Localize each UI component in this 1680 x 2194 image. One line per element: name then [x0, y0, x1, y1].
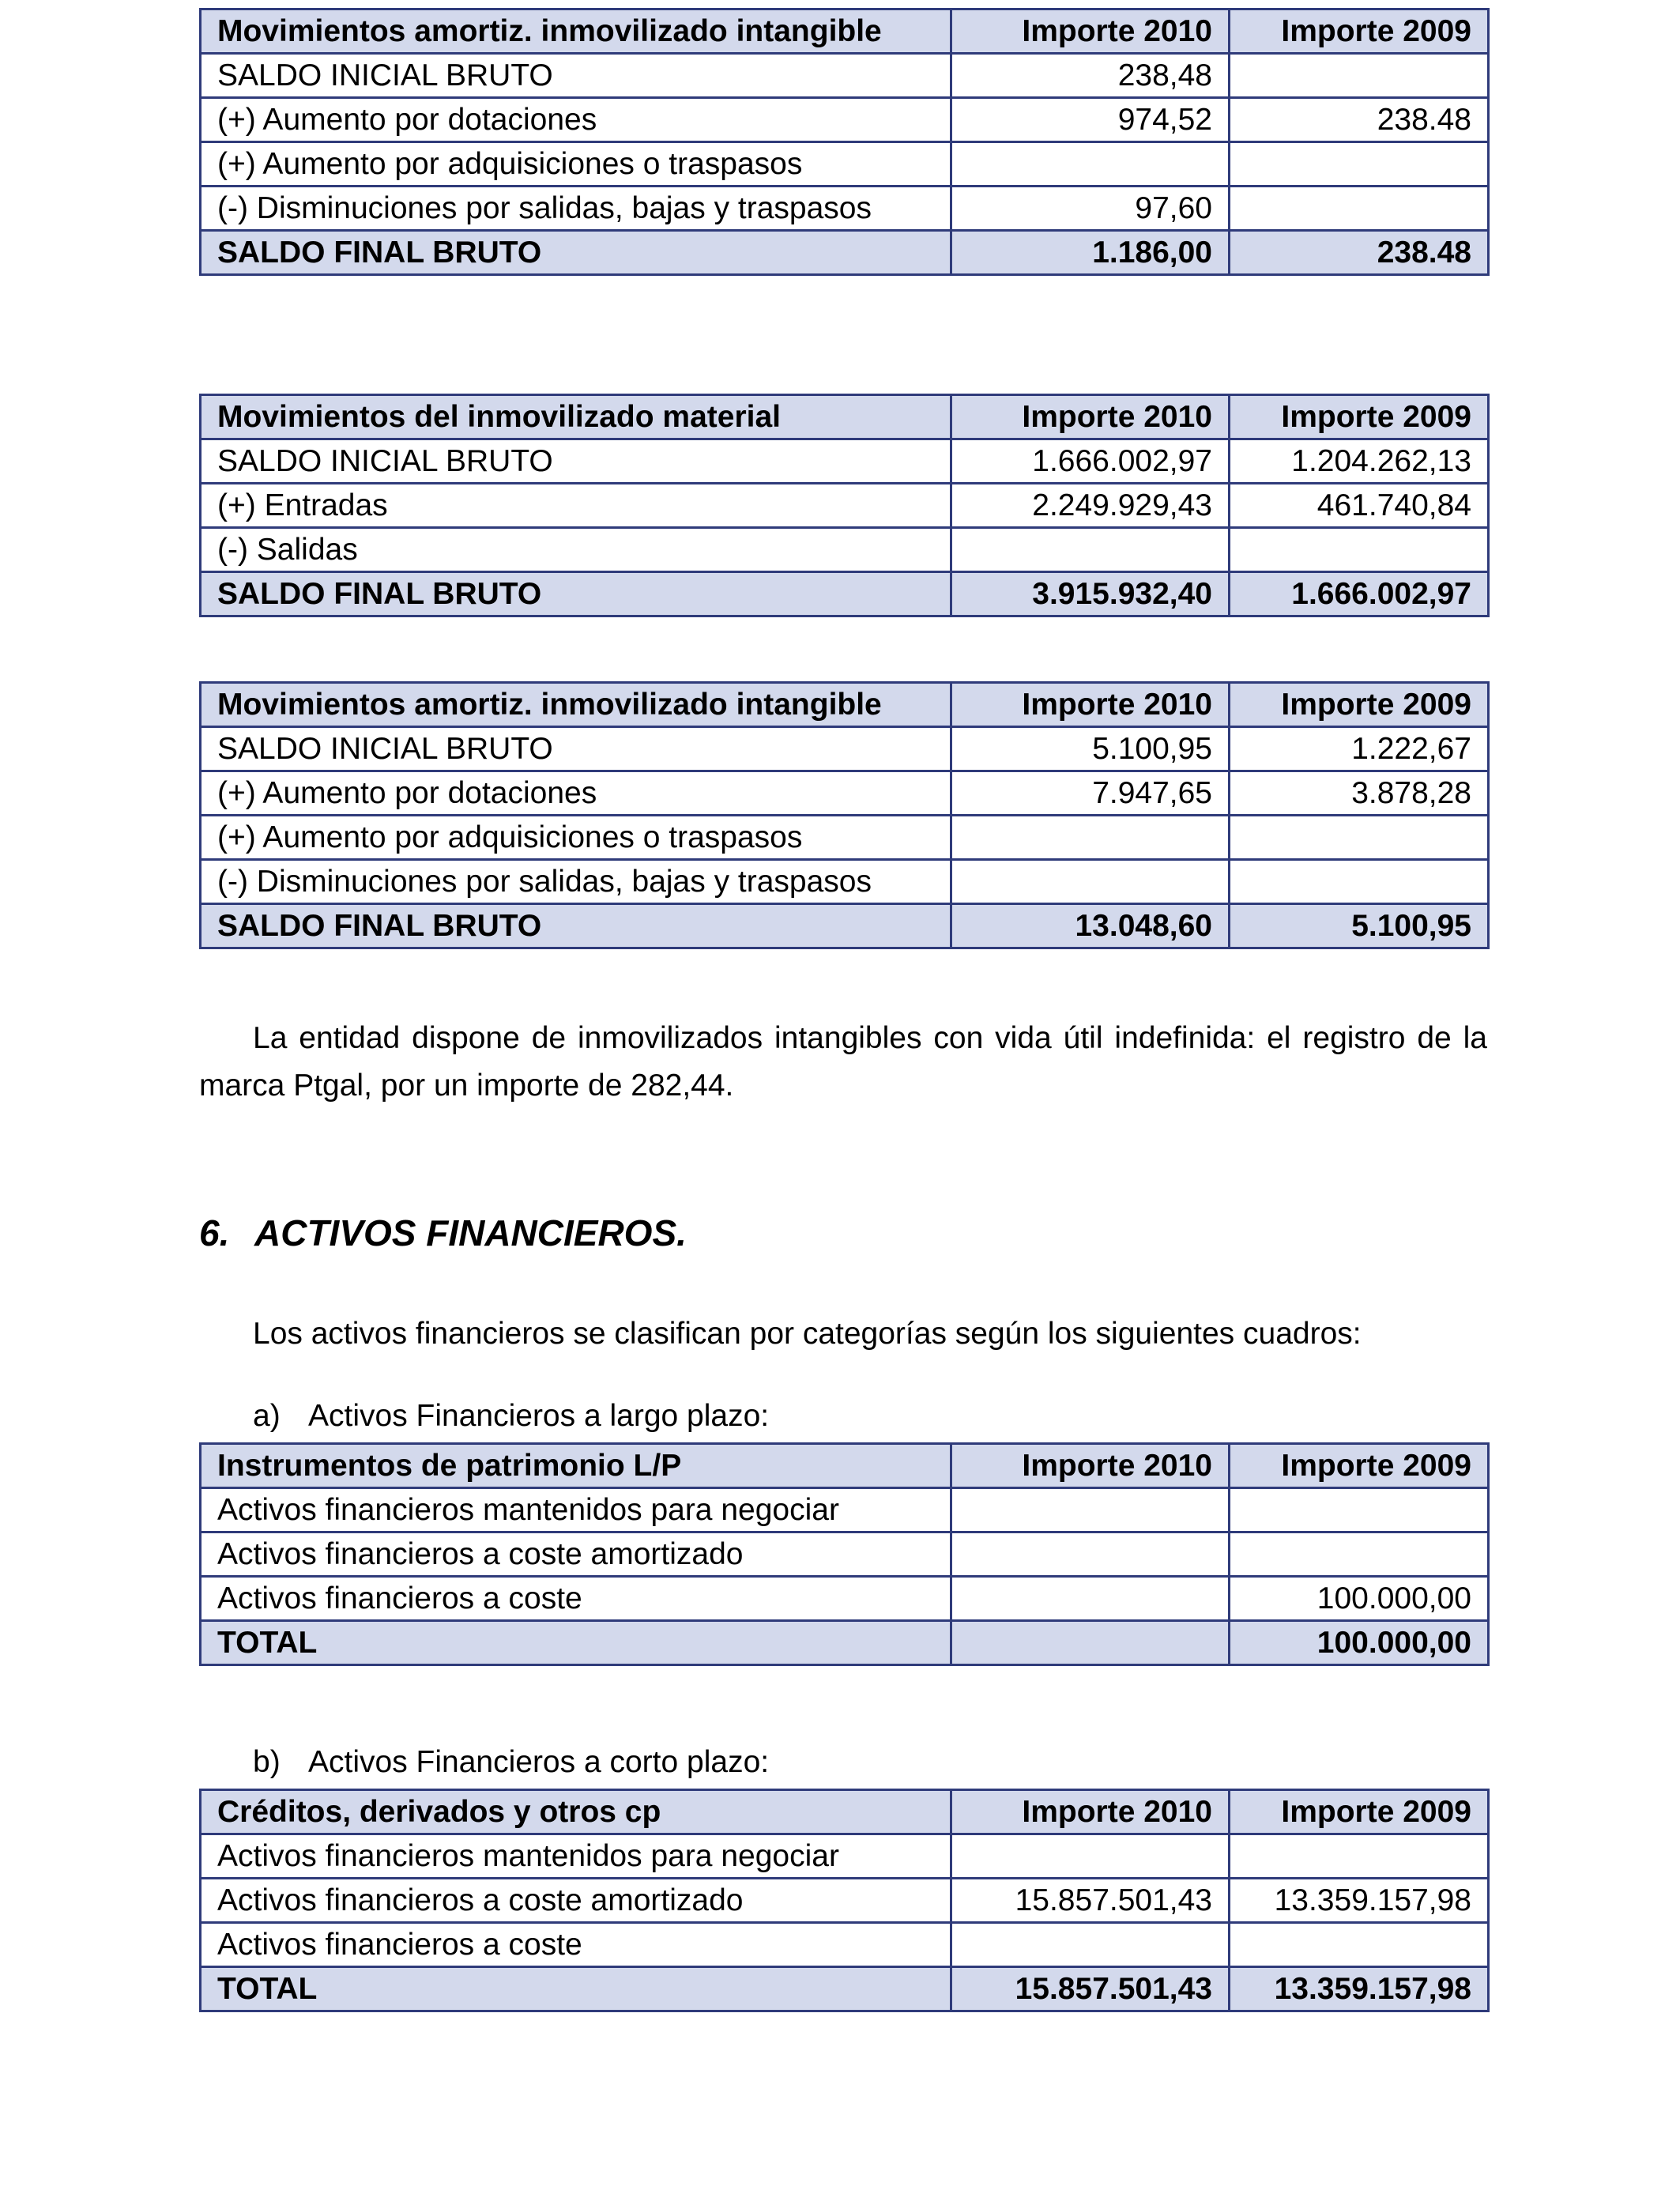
total-2010: 15.857.501,43	[951, 1967, 1230, 2011]
table-total-row	[201, 231, 1489, 275]
row-label: (+) Aumento por adquisiciones o traspasos	[201, 816, 951, 860]
section-heading	[199, 1212, 687, 1254]
value-2010: 974,52	[951, 98, 1230, 142]
table-row	[201, 142, 1489, 187]
row-label: Activos financieros mantenidos para negociar	[201, 1834, 951, 1879]
total-2009: 238.48	[1230, 231, 1489, 275]
paragraph-intro	[199, 1310, 1487, 1358]
total-label: SALDO FINAL BRUTO	[201, 904, 951, 948]
row-label: SALDO INICIAL BRUTO	[201, 727, 951, 771]
table-header-row	[201, 395, 1489, 439]
value-2010	[951, 816, 1230, 860]
table-total-row	[201, 904, 1489, 948]
total-2009: 100.000,00	[1230, 1621, 1489, 1665]
sublabel-text: Activos Financieros a corto plazo:	[308, 1745, 770, 1779]
row-label: (-) Salidas	[201, 528, 951, 572]
value-2009	[1230, 816, 1489, 860]
value-2009	[1230, 528, 1489, 572]
total-label: SALDO FINAL BRUTO	[201, 231, 951, 275]
value-2010: 1.666.002,97	[951, 439, 1230, 484]
section-title: ACTIVOS FINANCIEROS.	[254, 1212, 687, 1253]
value-2009	[1230, 54, 1489, 98]
table-row	[201, 1532, 1489, 1577]
table-row	[201, 187, 1489, 231]
table-row	[201, 484, 1489, 528]
sublabel-letter: b)	[253, 1745, 281, 1779]
table-header-row	[201, 683, 1489, 727]
header-concept: Créditos, derivados y otros cp	[201, 1790, 951, 1834]
header-2009: Importe 2009	[1230, 683, 1489, 727]
total-2009: 5.100,95	[1230, 904, 1489, 948]
table-inmovilizado-material	[199, 394, 1490, 617]
header-concept: Movimientos amortiz. inmovilizado intangible	[201, 683, 951, 727]
table-amortiz-intangible-2-container	[199, 681, 1487, 949]
table-row	[201, 1577, 1489, 1621]
table-long-term-container	[199, 1442, 1487, 1666]
value-2010	[951, 528, 1230, 572]
sublabel-long-term	[253, 1399, 769, 1434]
row-label: (-) Disminuciones por salidas, bajas y traspasos	[201, 187, 951, 231]
table-total-row	[201, 1621, 1489, 1665]
table-short-term-assets	[199, 1789, 1490, 2012]
table-row	[201, 1834, 1489, 1879]
table-amortiz-intangible-1-container	[199, 8, 1487, 276]
value-2009: 3.878,28	[1230, 771, 1489, 816]
header-concept: Movimientos amortiz. inmovilizado intangible	[201, 9, 951, 54]
header-2010: Importe 2010	[951, 683, 1230, 727]
total-2009: 1.666.002,97	[1230, 572, 1489, 616]
value-2010	[951, 1577, 1230, 1621]
header-2010: Importe 2010	[951, 395, 1230, 439]
value-2009	[1230, 1923, 1489, 1967]
table-row	[201, 771, 1489, 816]
value-2010: 238,48	[951, 54, 1230, 98]
table-row	[201, 98, 1489, 142]
value-2009: 1.222,67	[1230, 727, 1489, 771]
sublabel-letter: a)	[253, 1399, 281, 1433]
value-2010	[951, 1923, 1230, 1967]
table-header-row	[201, 1444, 1489, 1488]
total-2010: 1.186,00	[951, 231, 1230, 275]
value-2010: 97,60	[951, 187, 1230, 231]
value-2010: 5.100,95	[951, 727, 1230, 771]
table-row	[201, 816, 1489, 860]
table-row	[201, 528, 1489, 572]
row-label: Activos financieros a coste	[201, 1577, 951, 1621]
table-row	[201, 860, 1489, 904]
table-amortiz-intangible-1	[199, 8, 1490, 276]
sublabel-text: Activos Financieros a largo plazo:	[308, 1399, 770, 1433]
value-2010	[951, 1834, 1230, 1879]
row-label: SALDO INICIAL BRUTO	[201, 439, 951, 484]
row-label: Activos financieros mantenidos para negociar	[201, 1488, 951, 1532]
header-2010: Importe 2010	[951, 9, 1230, 54]
row-label: SALDO INICIAL BRUTO	[201, 54, 951, 98]
row-label: Activos financieros a coste	[201, 1923, 951, 1967]
total-2010: 3.915.932,40	[951, 572, 1230, 616]
table-row	[201, 1488, 1489, 1532]
table-header-row	[201, 9, 1489, 54]
value-2009: 100.000,00	[1230, 1577, 1489, 1621]
header-2009: Importe 2009	[1230, 1444, 1489, 1488]
sublabel-short-term	[253, 1745, 769, 1780]
total-label: SALDO FINAL BRUTO	[201, 572, 951, 616]
row-label: (+) Aumento por dotaciones	[201, 771, 951, 816]
header-concept: Movimientos del inmovilizado material	[201, 395, 951, 439]
value-2009: 238.48	[1230, 98, 1489, 142]
value-2009	[1230, 1488, 1489, 1532]
value-2009: 1.204.262,13	[1230, 439, 1489, 484]
value-2009	[1230, 142, 1489, 187]
header-2009: Importe 2009	[1230, 395, 1489, 439]
row-label: Activos financieros a coste amortizado	[201, 1879, 951, 1923]
table-total-row	[201, 572, 1489, 616]
row-label: (-) Disminuciones por salidas, bajas y traspasos	[201, 860, 951, 904]
header-2010: Importe 2010	[951, 1444, 1230, 1488]
table-long-term-assets	[199, 1442, 1490, 1666]
value-2009	[1230, 187, 1489, 231]
paragraph-indefinite-life	[199, 1015, 1487, 1110]
header-2010: Importe 2010	[951, 1790, 1230, 1834]
header-2009: Importe 2009	[1230, 9, 1489, 54]
total-2009: 13.359.157,98	[1230, 1967, 1489, 2011]
value-2010: 15.857.501,43	[951, 1879, 1230, 1923]
value-2010	[951, 1488, 1230, 1532]
table-row	[201, 1879, 1489, 1923]
total-2010	[951, 1621, 1230, 1665]
value-2009	[1230, 1834, 1489, 1879]
value-2009: 461.740,84	[1230, 484, 1489, 528]
section-number: 6.	[199, 1212, 230, 1253]
value-2010: 2.249.929,43	[951, 484, 1230, 528]
value-2009: 13.359.157,98	[1230, 1879, 1489, 1923]
value-2010	[951, 142, 1230, 187]
table-row	[201, 54, 1489, 98]
table-row	[201, 1923, 1489, 1967]
row-label: (+) Aumento por adquisiciones o traspasos	[201, 142, 951, 187]
table-row	[201, 727, 1489, 771]
header-concept: Instrumentos de patrimonio L/P	[201, 1444, 951, 1488]
row-label: Activos financieros a coste amortizado	[201, 1532, 951, 1577]
table-row	[201, 439, 1489, 484]
value-2010: 7.947,65	[951, 771, 1230, 816]
total-label: TOTAL	[201, 1621, 951, 1665]
row-label: (+) Entradas	[201, 484, 951, 528]
value-2010	[951, 860, 1230, 904]
header-2009: Importe 2009	[1230, 1790, 1489, 1834]
value-2009	[1230, 1532, 1489, 1577]
total-label: TOTAL	[201, 1967, 951, 2011]
row-label: (+) Aumento por dotaciones	[201, 98, 951, 142]
table-short-term-container	[199, 1789, 1487, 2012]
total-2010: 13.048,60	[951, 904, 1230, 948]
paragraph-indefinite-text: La entidad dispone de inmovilizados intangibles con vida útil indefinida: el registro de la marca Ptgal, por un importe de 282,44.	[199, 1021, 1487, 1103]
table-amortiz-intangible-2	[199, 681, 1490, 949]
table-total-row	[201, 1967, 1489, 2011]
value-2010	[951, 1532, 1230, 1577]
paragraph-intro-text: Los activos financieros se clasifican por categorías según los siguientes cuadros:	[253, 1317, 1362, 1351]
table-inmovilizado-material-container	[199, 394, 1487, 617]
value-2009	[1230, 860, 1489, 904]
table-header-row	[201, 1790, 1489, 1834]
